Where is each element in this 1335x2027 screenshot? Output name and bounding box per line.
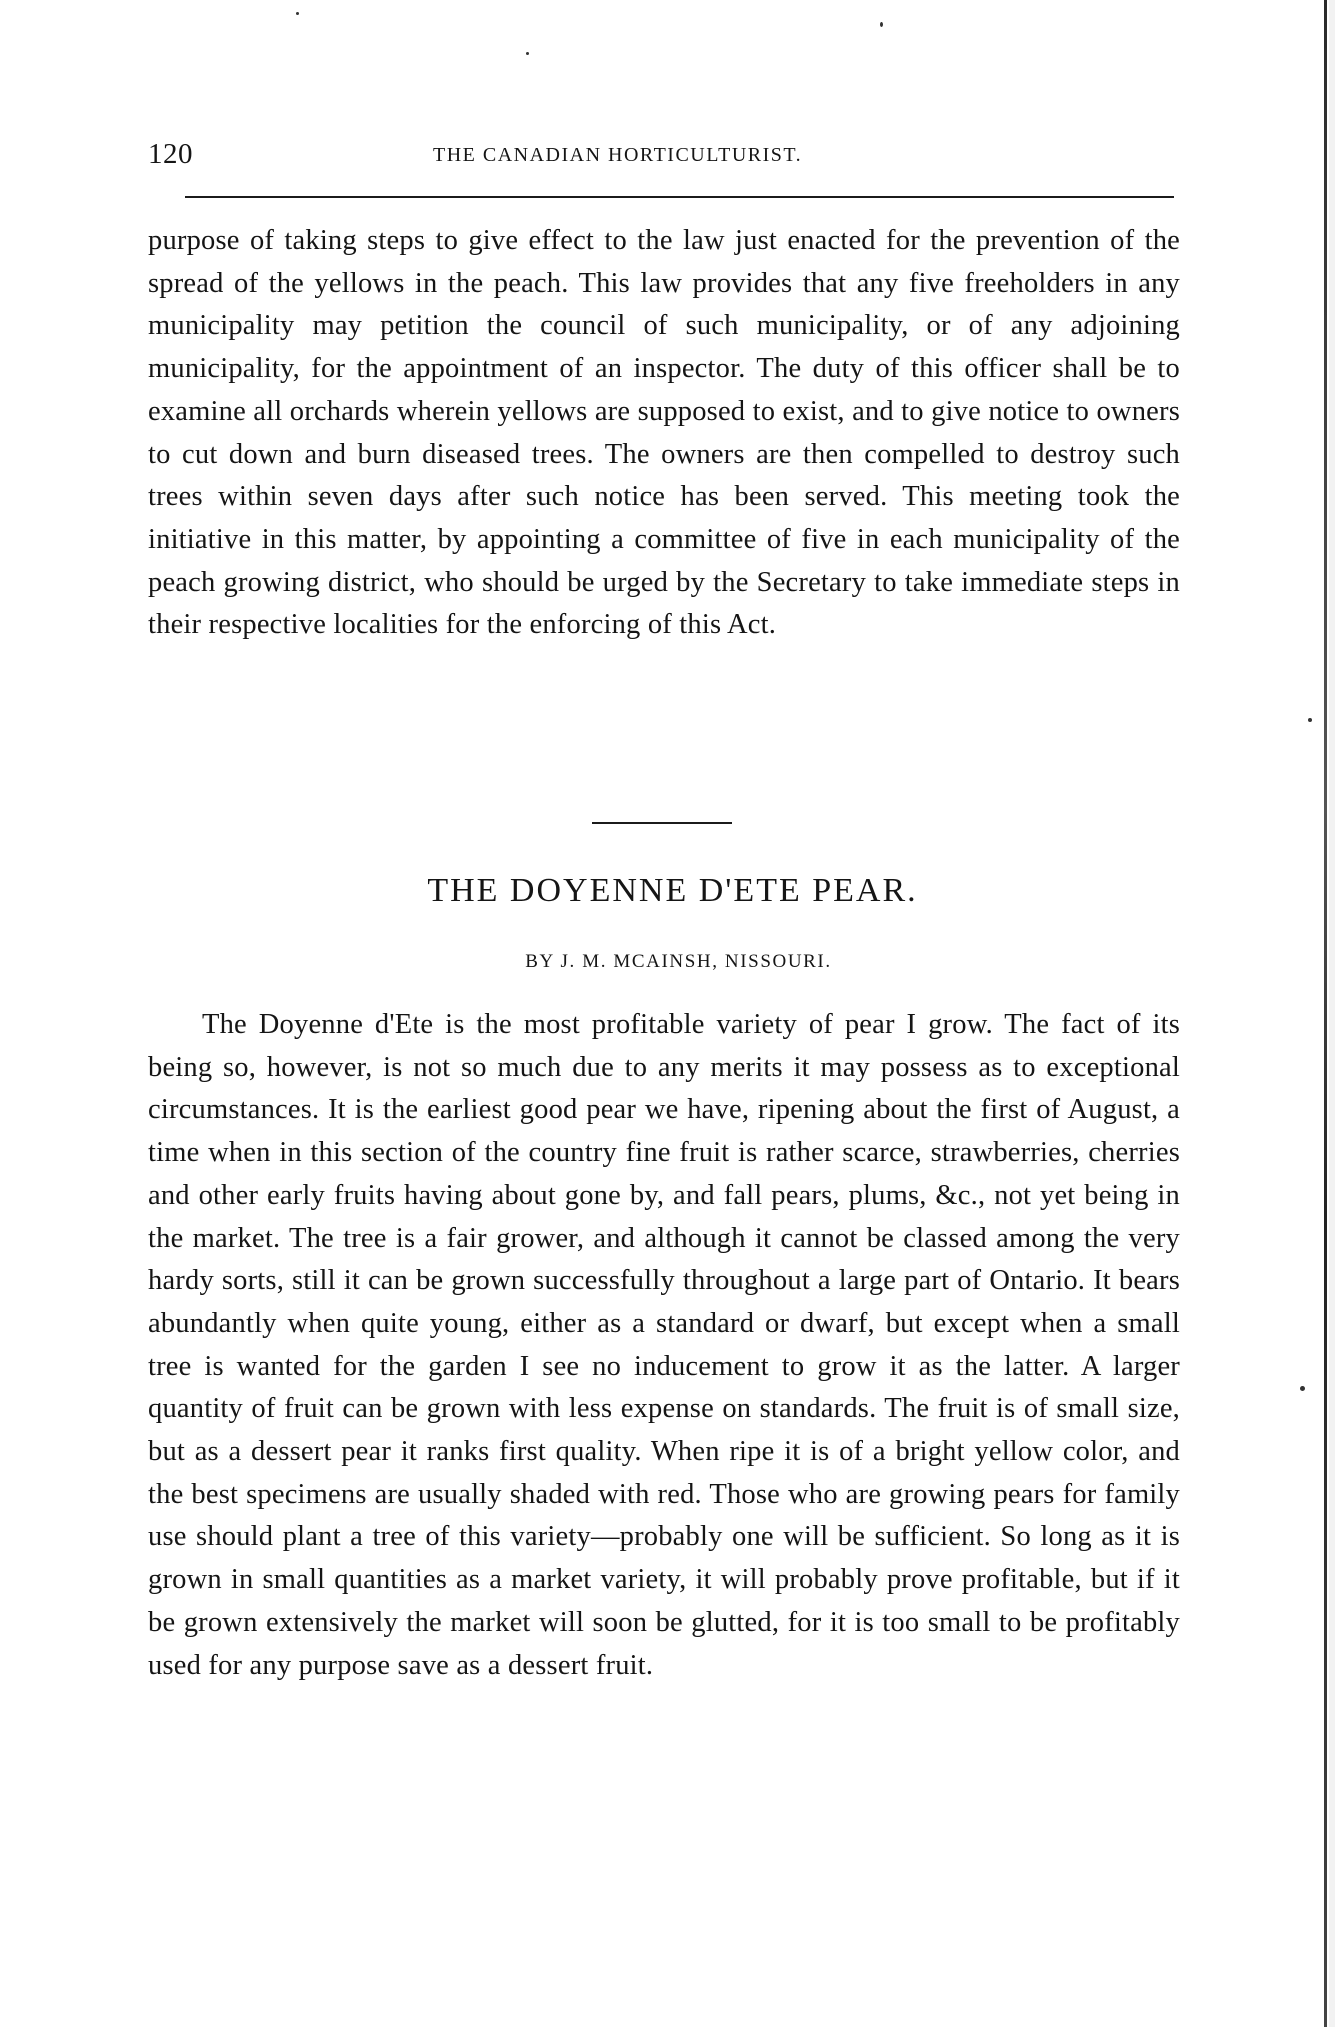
section-divider	[592, 822, 732, 824]
page-margin-edge	[1329, 0, 1335, 2027]
page-number: 120	[148, 138, 193, 170]
intro-text-block	[148, 220, 1180, 647]
print-speck	[1308, 718, 1312, 722]
page-header	[148, 138, 1174, 178]
print-speck	[1300, 1386, 1305, 1391]
article-title: THE DOYENNE D'ETE PEAR.	[427, 872, 918, 909]
binding-edge	[1324, 0, 1327, 2027]
article-body-paragraph: The Doyenne d'Ete is the most profitable variety of pear I grow. The fact of its being so, however, is not so much due to any merits it may possess as to exceptional circumstances. It is the earliest good pear we have, ripening about the first of August, a time when in this section of the country fine fruit is rather scarce, strawberries, cherries and other early fruits having about gone by, and fall pears, plums, &c., not yet being in the market. The tree is a fair grower, and although it cannot be classed among the very hardy sorts, still it can be grown successfully throughout a large part of Ontario. It bears abundantly when quite young, either as a standard or dwarf, but except when a small tree is wanted for the garden I see no inducement to grow it as the latter. A larger quantity of fruit can be grown with less expense on standards. The fruit is of small size, but as a dessert pear it ranks first quality. When ripe it is of a bright yellow color, and the best specimens are usually shaded with red. Those who are growing pears for family use should plant a tree of this variety—probably one will be sufficient. So long as it is grown in small quantities as a market variety, it will probably prove profitable, but if it be grown extensively the market will soon be glutted, for it is too small to be profitably used for any purpose save as a dessert fruit.	[148, 1009, 1180, 1681]
print-speck	[296, 12, 299, 15]
intro-paragraph: purpose of taking steps to give effect to the law just enacted for the prevention of the spread of the yellows in the peach. This law provides that any five freeholders in any municipality may petition the council of such municipality, or of any adjoining municipality, for the appointment of an inspector. The duty of this officer shall be to examine all orchards wherein yellows are supposed to exist, and to give notice to owners to cut down and burn diseased trees. The owners are then compelled to destroy such trees within seven days after such notice has been served. This meeting took the initiative in this matter, by appointing a committee of five in each municipality of the peach growing district, who should be urged by the Secretary to take immediate steps in their respective localities for the enforcing of this Act.	[148, 225, 1180, 641]
article-byline: BY J. M. MCAINSH, NISSOURI.	[525, 951, 832, 972]
print-speck	[880, 22, 883, 27]
article-text-block	[148, 1004, 1180, 1687]
print-speck	[526, 52, 529, 55]
running-title: THE CANADIAN HORTICULTURIST.	[433, 144, 803, 166]
header-rule	[185, 196, 1174, 198]
